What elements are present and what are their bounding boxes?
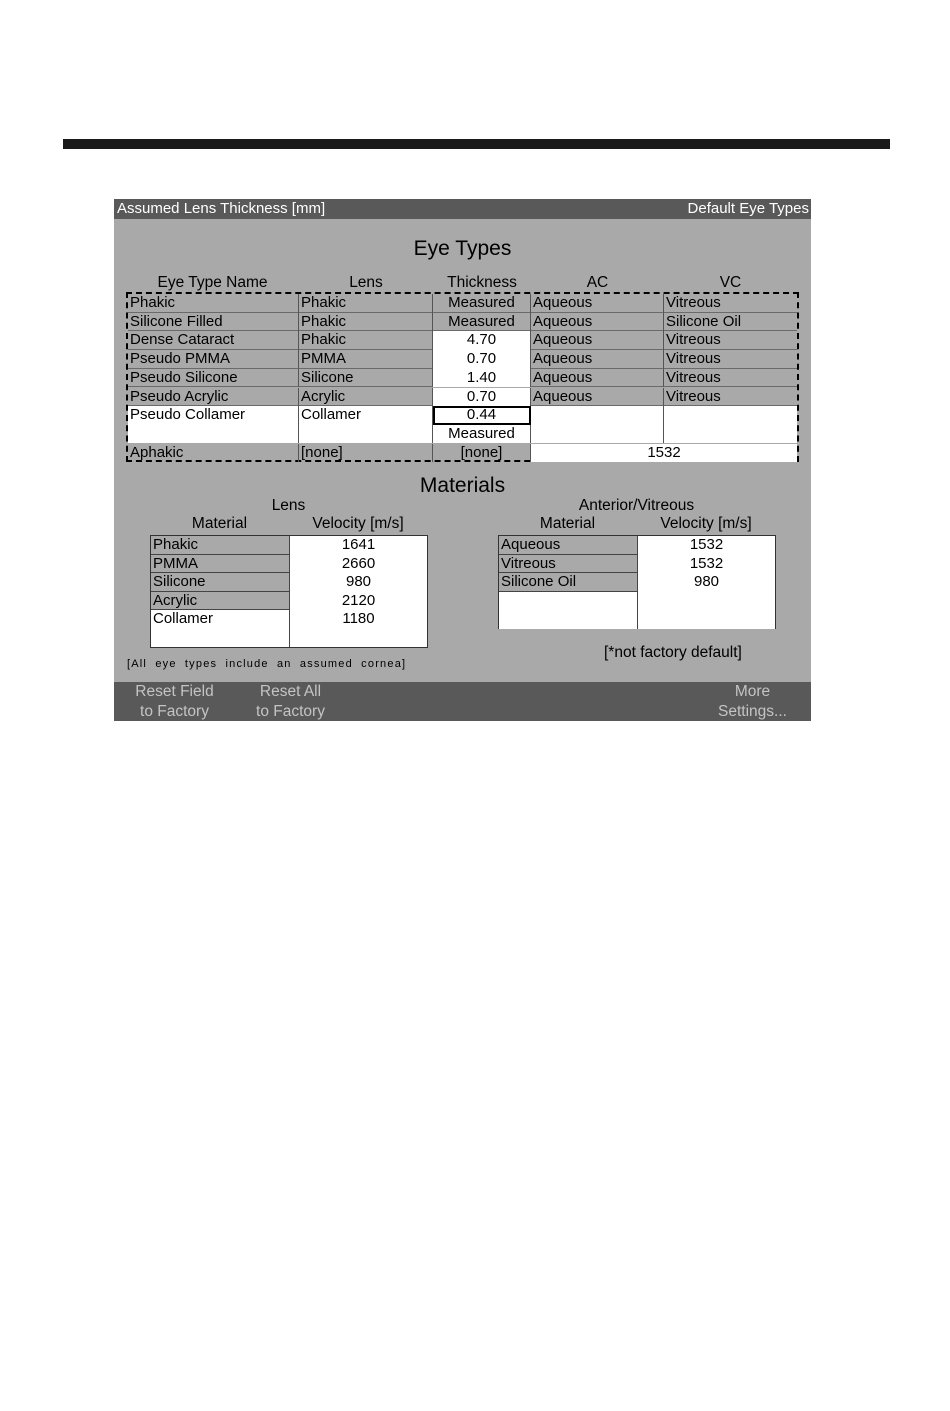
eye-type-name-cell[interactable]: Pseudo PMMA — [128, 350, 299, 369]
av-group-label: Anterior/Vitreous — [578, 497, 695, 514]
eye-type-row[interactable] — [128, 406, 797, 425]
eye-type-name-cell[interactable]: Pseudo Silicone — [128, 369, 299, 388]
av-material-velocity[interactable] — [638, 610, 775, 629]
col-eye-type-name: Eye Type Name — [157, 274, 268, 291]
lens-col-material: Material — [191, 515, 248, 532]
lens-cell[interactable]: Acrylic — [299, 388, 433, 407]
screen-mode-label: Default Eye Types — [687, 200, 809, 217]
not-factory-default-note: [*not factory default] — [604, 644, 742, 661]
lens-cell[interactable]: PMMA — [299, 350, 433, 369]
eye-type-row[interactable] — [128, 425, 797, 444]
ac-vc-velocity-cell[interactable]: 1532 — [531, 444, 797, 463]
vc-cell[interactable]: Vitreous — [666, 294, 721, 311]
reset-field-to-factory-button[interactable]: Reset Field to Factory — [135, 683, 214, 720]
lens-col-velocity: Velocity [m/s] — [312, 515, 404, 532]
lens-material-row[interactable] — [151, 592, 427, 611]
eye-type-row[interactable] — [128, 331, 797, 350]
av-col-material: Material — [539, 515, 596, 532]
ac-cell[interactable]: Aqueous — [531, 331, 664, 350]
lens-material-velocity[interactable] — [290, 629, 427, 648]
eye-types-table — [126, 292, 799, 462]
eye-type-name-cell[interactable]: Dense Cataract — [128, 331, 299, 350]
av-material-velocity[interactable] — [638, 592, 775, 611]
col-thickness: Thickness — [447, 274, 517, 291]
ac-cell[interactable] — [531, 406, 664, 425]
col-lens: Lens — [349, 274, 383, 291]
lens-material-name[interactable]: Phakic — [151, 536, 290, 555]
col-ac: AC — [586, 274, 609, 291]
eye-type-row[interactable] — [128, 294, 797, 313]
materials-title: Materials — [419, 474, 506, 497]
thickness-cell-selected[interactable]: 0.44 — [433, 406, 531, 425]
eye-type-row[interactable] — [128, 350, 797, 369]
more-settings-button[interactable]: More Settings... — [718, 683, 787, 720]
ac-cell[interactable]: Aqueous — [531, 369, 664, 388]
av-material-row[interactable] — [499, 610, 775, 629]
vc-cell[interactable]: Vitreous — [666, 387, 721, 405]
vc-cell[interactable] — [664, 406, 797, 425]
eye-type-name-cell[interactable] — [128, 425, 299, 444]
ac-cell[interactable] — [531, 425, 664, 444]
title-bar — [114, 199, 811, 219]
device-screen — [114, 199, 811, 721]
vc-cell[interactable] — [664, 425, 797, 444]
thickness-cell[interactable]: Measured — [433, 425, 531, 444]
lens-cell[interactable]: Collamer — [299, 406, 433, 425]
thickness-cell[interactable]: Measured — [433, 313, 531, 332]
lens-cell[interactable]: Phakic — [299, 313, 433, 332]
eye-type-name-cell[interactable]: Pseudo Acrylic — [128, 388, 299, 407]
av-material-name[interactable] — [499, 610, 638, 629]
lens-material-row[interactable] — [151, 555, 427, 574]
eye-type-row[interactable] — [128, 313, 797, 332]
eye-type-name-cell[interactable]: Aphakic — [128, 444, 299, 463]
lens-material-name[interactable]: PMMA — [151, 555, 290, 574]
thickness-cell[interactable]: [none] — [433, 444, 531, 463]
lens-material-row[interactable] — [151, 536, 427, 555]
eye-type-row[interactable] — [128, 444, 797, 463]
lens-material-velocity[interactable]: 2660 — [290, 555, 427, 574]
ac-cell[interactable]: Aqueous — [531, 350, 664, 369]
lens-material-velocity[interactable]: 1641 — [290, 536, 427, 555]
eye-type-row[interactable] — [128, 369, 797, 388]
lens-cell[interactable]: Silicone — [299, 369, 433, 388]
thickness-cell[interactable]: 4.70 — [433, 331, 531, 350]
softkey-bar — [114, 682, 811, 721]
ac-cell[interactable]: Aqueous — [531, 313, 664, 332]
vc-cell[interactable]: Vitreous — [666, 350, 721, 368]
av-material-row[interactable] — [499, 573, 775, 592]
ac-cell[interactable]: Aqueous — [531, 294, 664, 313]
lens-material-name[interactable]: Acrylic — [151, 592, 290, 611]
lens-material-velocity[interactable]: 980 — [290, 573, 427, 592]
av-material-velocity[interactable]: 1532 — [638, 555, 775, 574]
reset-all-to-factory-button[interactable]: Reset All to Factory — [256, 683, 325, 720]
thickness-cell[interactable]: Measured — [433, 294, 531, 313]
lens-material-row[interactable] — [151, 610, 427, 629]
vc-cell[interactable]: Vitreous — [666, 331, 721, 349]
av-material-name[interactable] — [499, 592, 638, 611]
av-material-velocity[interactable]: 1532 — [638, 536, 775, 555]
anterior-vitreous-materials-table — [498, 535, 776, 629]
lens-material-velocity[interactable]: 2120 — [290, 592, 427, 611]
lens-group-label: Lens — [271, 497, 306, 514]
lens-cell[interactable]: Phakic — [299, 331, 433, 350]
thickness-cell[interactable]: 0.70 — [433, 388, 531, 407]
av-material-velocity[interactable]: 980 — [638, 573, 775, 592]
av-material-row[interactable] — [499, 555, 775, 574]
eye-type-name-cell[interactable]: Pseudo Collamer — [128, 406, 299, 425]
vc-cell[interactable]: Silicone Oil — [666, 312, 742, 330]
lens-cell[interactable]: [none] — [299, 444, 433, 463]
av-col-velocity: Velocity [m/s] — [660, 515, 752, 532]
av-material-row[interactable] — [499, 536, 775, 555]
page-top-rule — [63, 139, 890, 149]
vc-cell[interactable]: Vitreous — [666, 368, 721, 386]
av-material-name[interactable]: Aqueous — [499, 536, 638, 555]
lens-material-row[interactable] — [151, 629, 427, 648]
lens-material-name[interactable]: Collamer — [151, 610, 290, 629]
cornea-footnote: [All eye types include an assumed cornea] — [127, 658, 407, 670]
eye-type-row[interactable] — [128, 388, 797, 407]
av-material-row[interactable] — [499, 592, 775, 611]
lens-material-row[interactable] — [151, 573, 427, 592]
lens-material-velocity[interactable]: 1180 — [290, 610, 427, 629]
col-vc: VC — [719, 274, 742, 291]
thickness-cell[interactable]: 0.70 — [433, 350, 531, 369]
screen-title: Assumed Lens Thickness [mm] — [117, 200, 326, 217]
lens-cell[interactable] — [299, 425, 433, 444]
eye-types-title: Eye Types — [413, 237, 512, 260]
lens-material-name[interactable]: Silicone — [151, 573, 290, 592]
lens-materials-table — [150, 535, 428, 648]
thickness-cell[interactable]: 1.40 — [433, 369, 531, 388]
lens-material-name[interactable] — [151, 629, 290, 648]
av-material-name[interactable]: Vitreous — [499, 555, 638, 574]
av-material-name[interactable]: Silicone Oil — [499, 573, 638, 592]
ac-cell[interactable]: Aqueous — [531, 388, 664, 407]
eye-type-name-cell[interactable]: Silicone Filled — [128, 313, 299, 332]
lens-cell[interactable]: Phakic — [299, 294, 433, 313]
eye-type-name-cell[interactable]: Phakic — [128, 294, 299, 313]
